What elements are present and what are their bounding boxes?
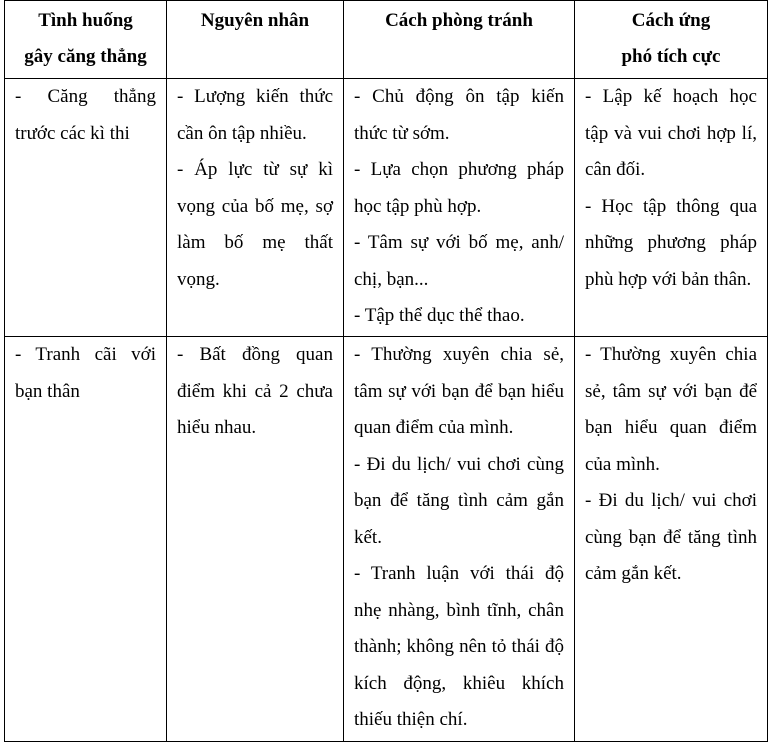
prevention-item: - Lựa chọn phương pháp học tập phù hợp. xyxy=(354,159,564,217)
header-cause xyxy=(167,1,344,79)
cause-item: - Áp lực từ sự kì vọng của bố mẹ, sợ làm bố mẹ thất vọng. xyxy=(177,159,333,290)
header-prevention-line1: Cách phòng tránh xyxy=(385,10,533,31)
coping-item: - Học tập thông qua những phương pháp phù hợp với bản thân. xyxy=(585,195,757,290)
prevention-item: - Tâm sự với bố mẹ, anh/ chị, bạn... xyxy=(354,232,564,290)
coping-cell xyxy=(575,337,768,742)
prevention-item: - Đi du lịch/ vui chơi cùng bạn để tăng tình cảm gắn kết. xyxy=(354,453,564,548)
prevention-cell xyxy=(344,79,575,337)
prevention-item: - Chủ động ôn tập kiến thức từ sớm. xyxy=(354,86,564,144)
coping-item: - Lập kế hoạch học tập và vui chơi hợp lí, cân đối. xyxy=(585,86,757,180)
header-coping xyxy=(575,1,768,79)
header-row xyxy=(5,1,768,79)
situation-text: - Tranh cãi với bạn thân xyxy=(15,344,156,402)
cause-item: - Lượng kiến thức cần ôn tập nhiều. xyxy=(177,86,333,144)
header-prevention xyxy=(344,1,575,79)
stress-situations-table xyxy=(4,0,768,742)
situation-cell xyxy=(5,337,167,742)
table-row xyxy=(5,337,768,742)
prevention-item: - Tập thể dục thể thao. xyxy=(354,305,525,326)
cause-item: - Bất đồng quan điểm khi cả 2 chưa hiểu nhau. xyxy=(177,344,333,438)
header-situation-line1: Tình huống xyxy=(38,10,133,31)
situation-text: - Căng thẳng trước các kì thi xyxy=(15,86,156,144)
header-situation xyxy=(5,1,167,79)
header-situation-line2: gây căng thẳng xyxy=(24,46,147,67)
coping-item: - Thường xuyên chia sẻ, tâm sự với bạn để bạn hiểu quan điểm của mình. xyxy=(585,344,757,475)
situation-cell xyxy=(5,79,167,337)
header-coping-line1: Cách ứng xyxy=(631,10,711,31)
coping-item: - Đi du lịch/ vui chơi cùng bạn để tăng tình cảm gắn kết. xyxy=(585,490,757,584)
cause-cell xyxy=(167,337,344,742)
prevention-cell xyxy=(344,337,575,742)
prevention-item: - Thường xuyên chia sẻ, tâm sự với bạn để bạn hiểu quan điểm của mình. xyxy=(354,344,564,438)
table-row xyxy=(5,79,768,337)
header-coping-line2: phó tích cực xyxy=(621,46,721,67)
header-cause-line1: Nguyên nhân xyxy=(200,10,310,31)
prevention-item: - Tranh luận với thái độ nhẹ nhàng, bình tĩnh, chân thành; không nên tỏ thái độ kích động, khiêu khích thiếu thiện chí. xyxy=(354,563,564,730)
cause-cell xyxy=(167,79,344,337)
coping-cell xyxy=(575,79,768,337)
